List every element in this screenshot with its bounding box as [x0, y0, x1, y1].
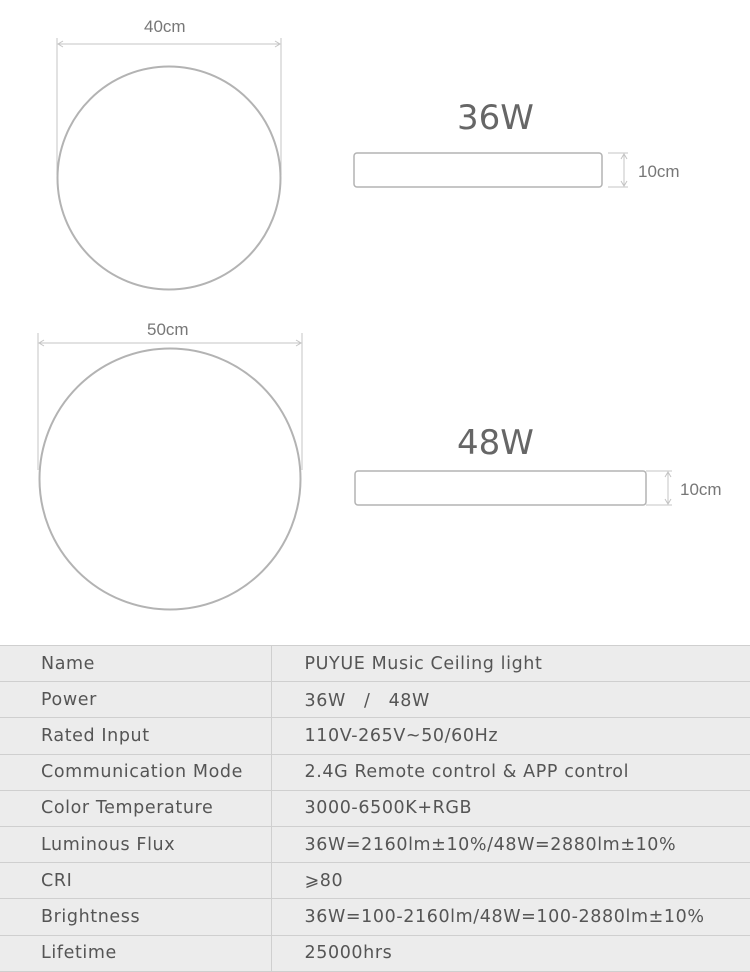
model-50cm-dimension	[38, 333, 302, 470]
table-row	[0, 935, 750, 971]
spec-value: 36W=2160lm±10%/48W=2880lm±10%	[271, 826, 750, 862]
lamp-36w-side-view	[354, 153, 602, 187]
spec-table	[0, 645, 750, 972]
spec-name: Name	[0, 646, 271, 682]
height-dimension-36w	[608, 153, 628, 187]
spec-name: CRI	[0, 863, 271, 899]
height-label-36w: 10cm	[638, 162, 680, 181]
power-label-48w: 48W	[457, 423, 534, 463]
spec-name: Power	[0, 682, 271, 718]
spec-value: 36W=100-2160lm/48W=100-2880lm±10%	[271, 899, 750, 935]
spec-value: 110V-265V~50/60Hz	[271, 718, 750, 754]
model-40cm-dimension	[57, 38, 281, 175]
table-row	[0, 646, 750, 682]
table-row	[0, 863, 750, 899]
spec-value: ⩾80	[271, 863, 750, 899]
height-label-48w: 10cm	[680, 480, 722, 499]
table-row	[0, 682, 750, 718]
diameter-label-40cm: 40cm	[144, 17, 186, 36]
spec-name: Luminous Flux	[0, 826, 271, 862]
table-row	[0, 754, 750, 790]
spec-value: 25000hrs	[271, 935, 750, 971]
spec-value: 36W / 48W	[271, 682, 750, 718]
spec-name: Color Temperature	[0, 790, 271, 826]
lamp-50cm-top-view	[40, 349, 301, 610]
table-row	[0, 790, 750, 826]
power-label-36w: 36W	[457, 98, 534, 138]
table-row	[0, 718, 750, 754]
height-dimension-48w	[646, 471, 672, 505]
spec-value: 2.4G Remote control & APP control	[271, 754, 750, 790]
spec-name: Communication Mode	[0, 754, 271, 790]
diameter-label-50cm: 50cm	[147, 320, 189, 339]
spec-name: Lifetime	[0, 935, 271, 971]
table-row	[0, 899, 750, 935]
table-row	[0, 826, 750, 862]
lamp-48w-side-view	[355, 471, 646, 505]
spec-name: Brightness	[0, 899, 271, 935]
lamp-40cm-top-view	[58, 67, 281, 290]
spec-value: PUYUE Music Ceiling light	[271, 646, 750, 682]
spec-name: Rated Input	[0, 718, 271, 754]
spec-value: 3000-6500K+RGB	[271, 790, 750, 826]
